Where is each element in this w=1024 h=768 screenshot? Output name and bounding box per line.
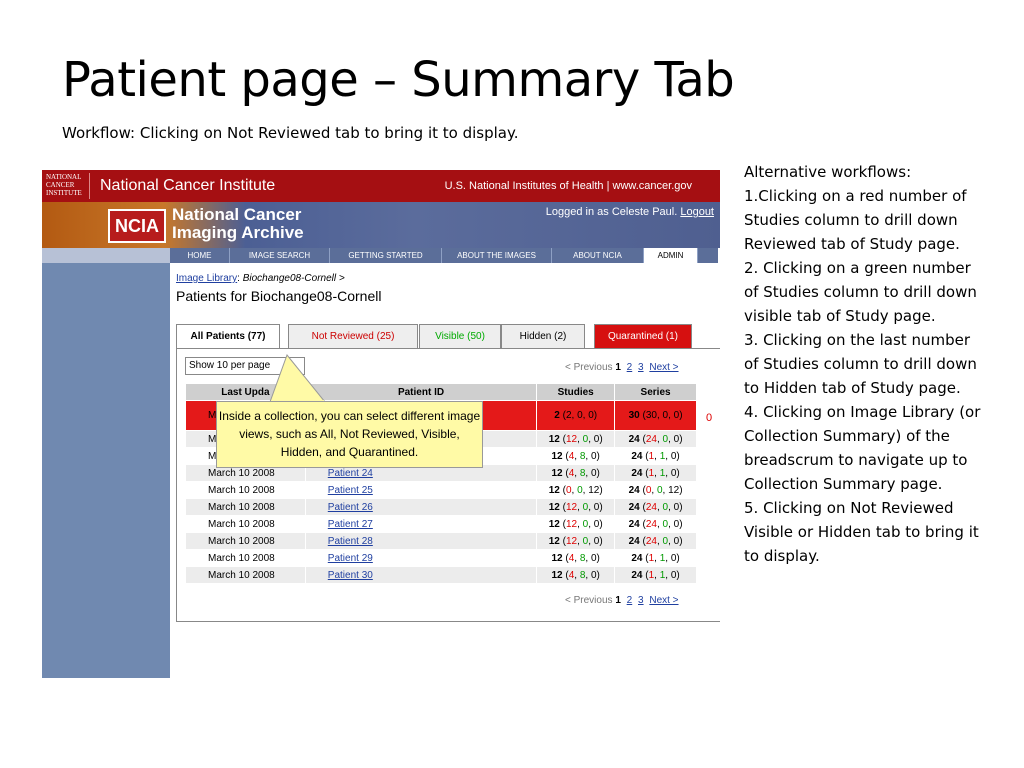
patient-link[interactable]: Patient 28 — [327, 535, 373, 547]
ncia-name — [172, 206, 304, 242]
studies-reviewed[interactable]: 12 — [565, 518, 578, 530]
callout-tooltip: Inside a collection, you can select different image views, such as All, Not Reviewed, Visible, Hidden, and Quarantined. — [216, 401, 483, 468]
col-series[interactable]: Series — [615, 384, 697, 401]
row-date: M — [186, 431, 306, 448]
nci-top-bar — [42, 170, 720, 202]
ncia-name-line2: Imaging Archive — [172, 223, 304, 242]
studies-hidden[interactable]: 0 — [590, 569, 597, 581]
series-reviewed: 1 — [648, 552, 655, 564]
slide-subtitle: Workflow: Clicking on Not Reviewed tab to bring it to display. — [62, 124, 519, 142]
table-row[interactable] — [186, 567, 697, 584]
row-date: M — [186, 401, 306, 431]
alt-heading: Alternative workflows: — [744, 163, 912, 181]
logged-in-status — [546, 206, 714, 218]
col-studies[interactable]: Studies — [537, 384, 615, 401]
ncia-banner — [42, 202, 720, 248]
studies-hidden[interactable]: 0 — [590, 467, 597, 479]
row-date: March 10 2008 — [186, 550, 306, 567]
pager-prev: < Previous — [565, 595, 613, 606]
studies-hidden[interactable]: 0 — [593, 501, 600, 513]
logged-in-text: Logged in as Celeste Paul. — [545, 206, 678, 218]
patient-link[interactable]: Patient 30 — [327, 569, 373, 581]
studies-hidden[interactable]: 12 — [588, 484, 600, 496]
page-heading: Patients for Biochange08-Cornell — [176, 288, 382, 304]
nav-spacer — [42, 248, 170, 263]
series-reviewed: 1 — [648, 467, 655, 479]
row-patient[interactable] — [305, 482, 536, 499]
pager-top — [565, 362, 679, 373]
studies-visible[interactable]: 0 — [582, 518, 589, 530]
row-studies[interactable]: 12 (12, 0, 0) — [537, 499, 615, 516]
nav-image-search[interactable]: IMAGE SEARCH — [230, 248, 330, 263]
series-hidden: 0 — [673, 501, 680, 513]
pager-next[interactable]: Next > — [649, 362, 679, 373]
left-sidebar — [42, 263, 170, 678]
slide-title: Patient page – Summary Tab — [62, 52, 735, 108]
breadcrumb-image-library[interactable]: Image Library — [176, 273, 238, 284]
nav-about-ncia[interactable]: ABOUT NCIA — [552, 248, 644, 263]
row-patient[interactable] — [305, 516, 536, 533]
tab-not-reviewed[interactable]: Not Reviewed (25) — [288, 324, 418, 349]
row-date: March 10 2008 — [186, 465, 306, 482]
row-studies[interactable]: 12 (12, 0, 0) — [537, 516, 615, 533]
row-studies[interactable]: 12 (4, 8, 0) — [537, 448, 615, 465]
row-patient[interactable] — [305, 533, 536, 550]
studies-visible[interactable]: 8 — [579, 569, 586, 581]
row-series: 24 (0, 0, 12) — [615, 482, 697, 499]
series-reviewed: 24 — [645, 535, 657, 547]
studies-reviewed[interactable]: 12 — [565, 535, 578, 547]
table-row[interactable] — [186, 533, 697, 550]
series-reviewed: 0 — [645, 484, 652, 496]
col-patient-id[interactable]: Patient ID — [305, 384, 536, 401]
studies-hidden[interactable]: 0 — [593, 535, 600, 547]
logout-link[interactable]: Logout — [680, 206, 714, 218]
tab-quarantined[interactable]: Quarantined (1) — [594, 324, 692, 349]
row-date: March 10 2008 — [186, 499, 306, 516]
pager-current: 1 — [615, 362, 621, 373]
series-visible: 1 — [659, 467, 666, 479]
table-row[interactable] — [186, 499, 697, 516]
alt-item-2: 2. Clicking on a green number of Studies column to drill down visible tab of Study page. — [744, 259, 977, 325]
nav-home[interactable]: HOME — [170, 248, 230, 263]
row-patient[interactable] — [305, 550, 536, 567]
col-last-updated[interactable]: Last Upda — [186, 384, 306, 401]
studies-visible[interactable]: 8 — [579, 450, 586, 462]
row-studies[interactable]: 12 (12, 0, 0) — [537, 431, 615, 448]
row-series: 24 (24, 0, 0) — [615, 431, 697, 448]
series-visible: 0 — [662, 535, 669, 547]
patient-link[interactable]: Patient 29 — [327, 552, 373, 564]
alt-item-1: 1.Clicking on a red number of Studies column to drill down Reviewed tab of Study page. — [744, 187, 967, 253]
series-visible: 1 — [659, 569, 666, 581]
series-reviewed: 24 — [645, 501, 657, 513]
patients-panel — [176, 348, 720, 622]
tab-hidden[interactable]: Hidden (2) — [501, 324, 585, 349]
series-reviewed: 24 — [645, 518, 657, 530]
row-date: M — [186, 448, 306, 465]
row-series: 30 (30, 0, 0) — [615, 401, 697, 431]
studies-reviewed[interactable]: 0 — [565, 484, 572, 496]
pager-prev: < Previous — [565, 362, 613, 373]
row-patient[interactable] — [305, 499, 536, 516]
row-studies[interactable]: 12 (12, 0, 0) — [537, 533, 615, 550]
studies-visible[interactable]: 0 — [577, 484, 583, 496]
row-patient[interactable] — [305, 567, 536, 584]
row-date: March 10 2008 — [186, 533, 306, 550]
series-hidden: 0 — [673, 535, 680, 547]
breadcrumb-current: Biochange08-Cornell > — [242, 273, 345, 284]
series-hidden: 0 — [670, 552, 677, 564]
series-visible: 0 — [656, 484, 663, 496]
studies-hidden[interactable]: 0 — [590, 552, 597, 564]
row-studies[interactable]: 12 (4, 8, 0) — [537, 465, 615, 482]
row-series: 24 (1, 1, 0) — [615, 550, 697, 567]
series-hidden: 0 — [670, 467, 677, 479]
highlight-flag: 0 — [706, 412, 713, 424]
breadcrumb: Image Library: Biochange08-Cornell > — [176, 273, 345, 284]
series-reviewed: 1 — [648, 450, 655, 462]
row-date: March 10 2008 — [186, 516, 306, 533]
alt-item-3: 3. Clicking on the last number of Studies column to drill down to Hidden tab of Study page. — [744, 331, 977, 397]
series-hidden: 0 — [673, 518, 680, 530]
series-hidden: 0 — [673, 433, 680, 445]
row-series: 24 (24, 0, 0) — [615, 499, 697, 516]
series-reviewed: 24 — [645, 433, 657, 445]
row-series: 24 (24, 0, 0) — [615, 533, 697, 550]
studies-reviewed[interactable]: 12 — [565, 501, 578, 513]
row-series: 24 (1, 1, 0) — [615, 448, 697, 465]
studies-visible[interactable]: 8 — [579, 467, 586, 479]
studies-hidden[interactable]: 0 — [593, 518, 600, 530]
series-visible: 0 — [662, 501, 669, 513]
table-row[interactable] — [186, 550, 697, 567]
patient-link[interactable]: Patient 25 — [327, 484, 373, 496]
main-nav — [170, 248, 718, 263]
patient-link[interactable]: Patient 26 — [327, 501, 373, 513]
studies-visible[interactable]: 0 — [582, 535, 589, 547]
alternative-workflows — [744, 160, 984, 568]
series-hidden: 12 — [668, 484, 680, 496]
tab-visible[interactable]: Visible (50) — [419, 324, 501, 349]
pager-next[interactable]: Next > — [649, 595, 679, 606]
pager-page-2[interactable]: 2 — [626, 595, 633, 606]
series-visible: 1 — [659, 450, 666, 462]
patient-link[interactable]: Patient 27 — [327, 518, 373, 530]
row-studies[interactable]: 12 (4, 8, 0) — [537, 550, 615, 567]
nav-about-images[interactable]: ABOUT THE IMAGES — [442, 248, 552, 263]
series-hidden: 0 — [670, 450, 677, 462]
pager-bottom — [565, 595, 679, 606]
alt-item-4: 4. Clicking on Image Library (or Collection Summary) of the breadscrum to navigate up to Collection Summary page. — [744, 403, 981, 493]
studies-visible[interactable]: 8 — [579, 552, 586, 564]
nci-logo: NATIONAL CANCER INSTITUTE — [46, 173, 90, 199]
table-row[interactable] — [186, 482, 697, 499]
row-series: 24 (24, 0, 0) — [615, 516, 697, 533]
studies-reviewed[interactable]: 4 — [568, 552, 575, 564]
series-visible: 0 — [662, 518, 669, 530]
pager-current: 1 — [615, 595, 621, 606]
studies-reviewed[interactable]: 4 — [568, 450, 575, 462]
per-page-select[interactable]: Show 10 per page — [185, 357, 305, 375]
alt-item-5: 5. Clicking on Not Reviewed Visible or Hidden tab to bring it to display. — [744, 499, 979, 565]
series-visible: 0 — [662, 433, 669, 445]
table-row[interactable] — [186, 516, 697, 533]
row-series: 24 (1, 1, 0) — [615, 567, 697, 584]
patient-link[interactable]: Patient 24 — [327, 467, 373, 479]
series-reviewed: 1 — [648, 569, 655, 581]
row-date: March 10 2008 — [186, 482, 306, 499]
series-visible: 1 — [659, 552, 666, 564]
tab-all-patients[interactable]: All Patients (77) — [176, 324, 280, 349]
studies-reviewed[interactable]: 4 — [568, 569, 575, 581]
pager-page-3[interactable]: 3 — [638, 362, 644, 373]
nav-admin[interactable]: ADMIN — [644, 248, 698, 263]
pager-page-2[interactable]: 2 — [626, 362, 633, 373]
studies-hidden[interactable]: 0 — [590, 450, 597, 462]
row-studies[interactable]: 12 (0, 0, 12) — [537, 482, 615, 499]
studies-hidden[interactable]: 0 — [593, 433, 600, 445]
studies-visible[interactable]: 0 — [582, 433, 589, 445]
studies-reviewed[interactable]: 12 — [565, 433, 578, 445]
ncia-name-line1: National Cancer — [172, 205, 302, 224]
studies-visible[interactable]: 0 — [582, 501, 589, 513]
studies-reviewed[interactable]: 4 — [568, 467, 575, 479]
nih-link[interactable]: U.S. National Institutes of Health | www.cancer.gov — [444, 180, 692, 192]
row-date: March 10 2008 — [186, 567, 306, 584]
ncia-logo-badge: NCIA — [108, 209, 166, 243]
pager-page-3[interactable]: 3 — [638, 595, 644, 606]
row-studies: 2 (2, 0, 0) — [537, 401, 615, 431]
nci-title: National Cancer Institute — [100, 177, 276, 194]
row-studies[interactable]: 12 (4, 8, 0) — [537, 567, 615, 584]
series-hidden: 0 — [670, 569, 677, 581]
nav-getting-started[interactable]: GETTING STARTED — [330, 248, 442, 263]
row-series: 24 (1, 1, 0) — [615, 465, 697, 482]
